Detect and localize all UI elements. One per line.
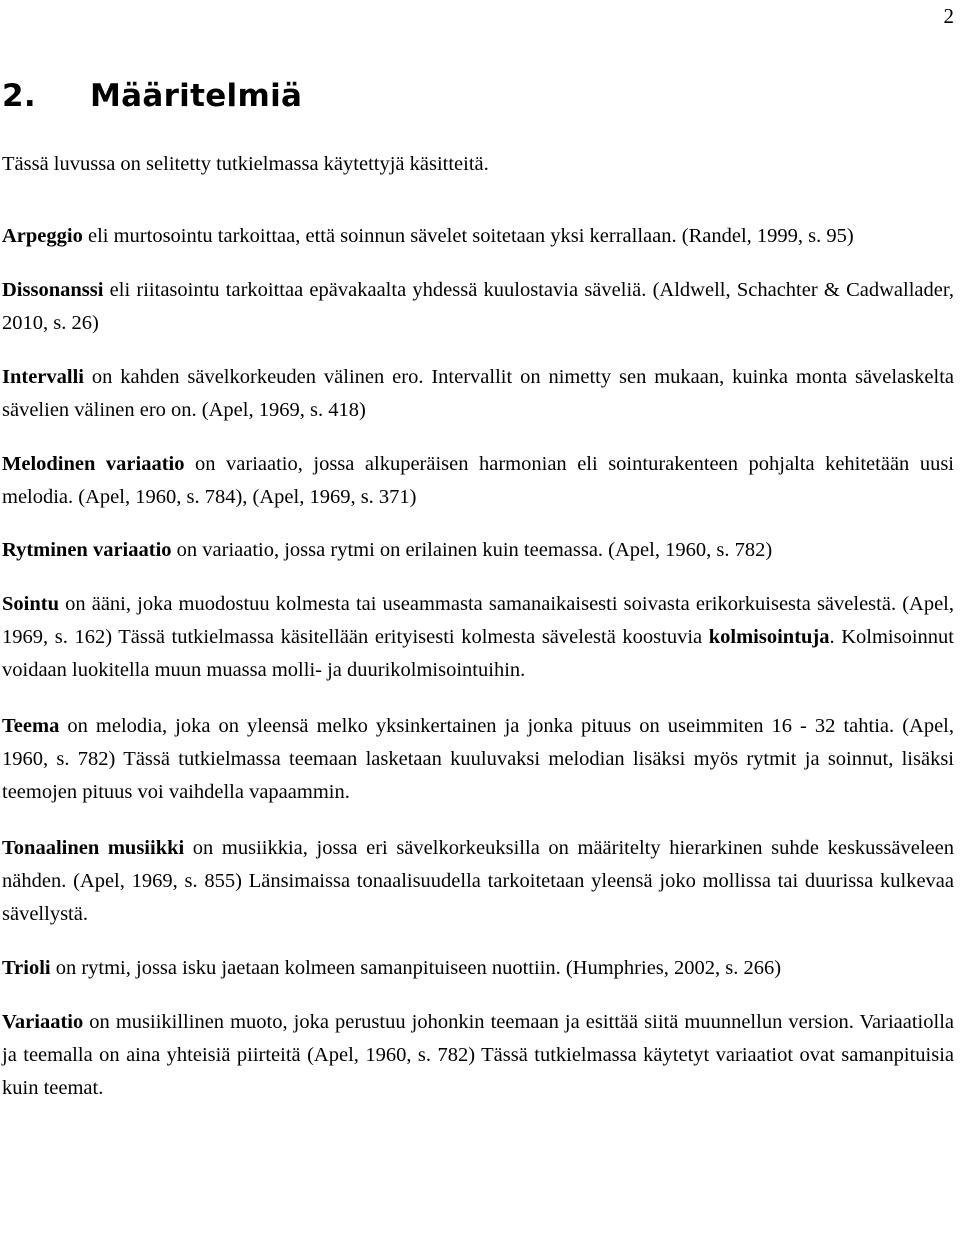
definition-term: Sointu (2, 593, 59, 615)
definition-term: Arpeggio (2, 225, 83, 247)
definition-term: Dissonanssi (2, 279, 104, 301)
definition-melodinen-variaatio (2, 448, 954, 514)
definition-text: on melodia, joka on yleensä melko yksinkertainen ja jonka pituus on useimmiten 16 - 32 tahtia. (Apel, 1960, s. 782) Tässä tutkielmassa teemaan lasketaan kuuluvaksi melodian lisäksi myös rytmit ja soinnut, lisäksi teemojen pituus voi vaihdella vapaammin. (2, 715, 954, 803)
definition-text: on variaatio, jossa alkuperäisen harmonian eli sointurakenteen pohjalta kehitetään uusi melodia. (Apel, 1960, s. 784), (Apel, 1969, s. 371) (2, 453, 954, 508)
chapter-title: Määritelmiä (90, 78, 303, 114)
definition-rytminen-variaatio (2, 534, 954, 567)
definition-text: on variaatio, jossa rytmi on erilainen kuin teemassa. (Apel, 1960, s. 782) (171, 539, 773, 561)
definition-term-kolmisointu: kolmisointuja (708, 626, 830, 648)
definition-text: on musiikillinen muoto, joka perustuu johonkin teemaan ja esittää siitä muunnellun version. Variaatiolla ja teemalla on aina yhteisiä piirteitä (Apel, 1960, s. 782) Tässä tutkielmassa käytetyt variaatiot ovat samanpituisia kuin teemat. (2, 1011, 954, 1099)
page-number: 2 (943, 4, 954, 28)
definition-text: on rytmi, jossa isku jaetaan kolmeen samanpituiseen nuottiin. (Humphries, 2002, s. 266) (50, 957, 782, 979)
definition-tonaalinen-musiikki (2, 832, 954, 931)
definition-variaatio (2, 1006, 954, 1105)
definition-term: Trioli (2, 957, 51, 979)
definition-text: eli riitasointu tarkoittaa epävakaalta yhdessä kuulostavia säveliä. (Aldwell, Schachter & Cadwallader, 2010, s. 26) (2, 279, 954, 334)
definition-dissonanssi (2, 274, 954, 340)
definition-intervalli (2, 361, 954, 427)
definition-trioli (2, 952, 954, 985)
definitions-section (2, 148, 954, 1105)
chapter-heading (2, 74, 302, 118)
definition-text-continued: . Kolmisoinnut voidaan luokitella muun muassa molli- ja duurikolmisointuihin. (2, 626, 954, 681)
definition-term: Variaatio (2, 1011, 84, 1033)
definition-text: on ääni, joka muodostuu kolmesta tai useammasta samanaikaisesti soivasta erikorkuisesta sävelestä. (Apel, 1969, s. 162) Tässä tutkielmassa käsitellään erityisesti kolmesta sävelestä koostuvia (2, 593, 954, 648)
definition-term: Teema (2, 715, 60, 737)
definition-text: on musiikkia, jossa eri sävelkorkeuksilla on määritelty hierarkinen suhde keskussäveleen nähden. (Apel, 1969, s. 855) Länsimaissa tonaalisuudella tarkoitetaan yleensä joko mollissa tai duurissa kulkevaa sävellystä. (2, 837, 954, 925)
definition-sointu (2, 588, 954, 687)
intro-paragraph: Tässä luvussa on selitetty tutkielmassa käytettyjä käsitteitä. (2, 153, 489, 175)
definition-term: Melodinen variaatio (2, 453, 185, 475)
definition-text: on kahden sävelkorkeuden välinen ero. Intervallit on nimetty sen mukaan, kuinka monta sävelaskelta sävelien välinen ero on. (Apel, 1969, s. 418) (2, 366, 954, 421)
definition-term: Tonaalinen musiikki (2, 837, 185, 859)
definition-text: eli murtosointu tarkoittaa, että soinnun sävelet soitetaan yksi kerrallaan. (Randel, 1999, s. 95) (82, 225, 854, 247)
definition-arpeggio (2, 220, 954, 253)
definition-term: Intervalli (2, 366, 84, 388)
definition-term: Rytminen variaatio (2, 539, 172, 561)
definition-teema (2, 710, 954, 809)
chapter-number: 2. (2, 78, 36, 114)
